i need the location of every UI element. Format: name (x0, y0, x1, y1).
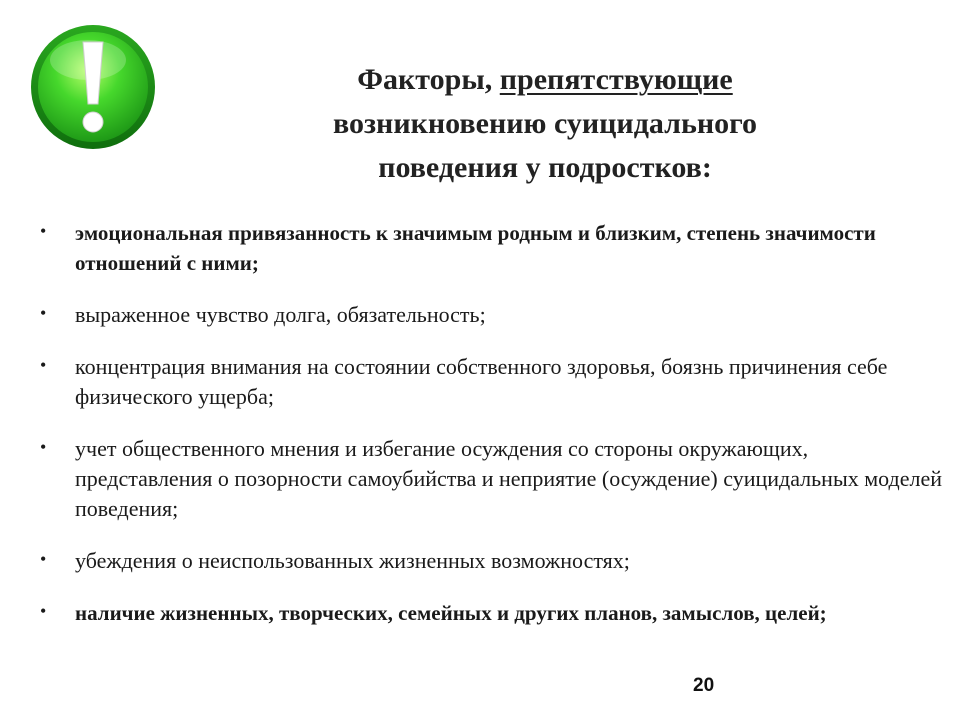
list-item (40, 352, 945, 412)
title-line-1 (215, 58, 875, 102)
list-item (40, 546, 945, 576)
title-line-2: возникновению суицидального (332, 107, 758, 140)
list-item-text: учет общественного мнения и избегание осуждения со стороны окружающих, представления о позорности самоубийства и неприятие (осуждение) суицидальных моделей поведения; (75, 436, 943, 521)
bullet-marker: • (40, 303, 47, 323)
list-item (40, 598, 945, 628)
page-title (215, 58, 875, 190)
list-item (40, 218, 945, 278)
list-item (40, 300, 945, 330)
list-item-text: убеждения о неиспользованных жизненных возможностях; (75, 548, 630, 573)
title-underlined-word: препятствующие (499, 63, 733, 96)
page-number: 20 (693, 675, 715, 696)
list-item-text: выраженное чувство долга, обязательность; (75, 302, 486, 327)
list-item-text: наличие жизненных, творческих, семейных и других планов, замыслов, целей; (75, 601, 827, 625)
list-item (40, 434, 945, 524)
list-item-text: эмоциональная привязанность к значимым родным и близким, степень значимости отношений с ними; (75, 221, 876, 275)
title-line-3: поведения у подростков: (378, 151, 712, 184)
bullet-marker: • (40, 221, 47, 241)
exclamation-icon (28, 22, 158, 152)
bullet-marker: • (40, 355, 47, 375)
title-prefix: Факторы, (357, 63, 500, 96)
list-item-text: концентрация внимания на состоянии собственного здоровья, боязнь причинения себе физического ущерба; (75, 354, 888, 409)
bullet-marker: • (40, 601, 47, 621)
bullet-marker: • (40, 549, 47, 569)
factor-list (40, 218, 945, 650)
bullet-marker: • (40, 437, 47, 457)
